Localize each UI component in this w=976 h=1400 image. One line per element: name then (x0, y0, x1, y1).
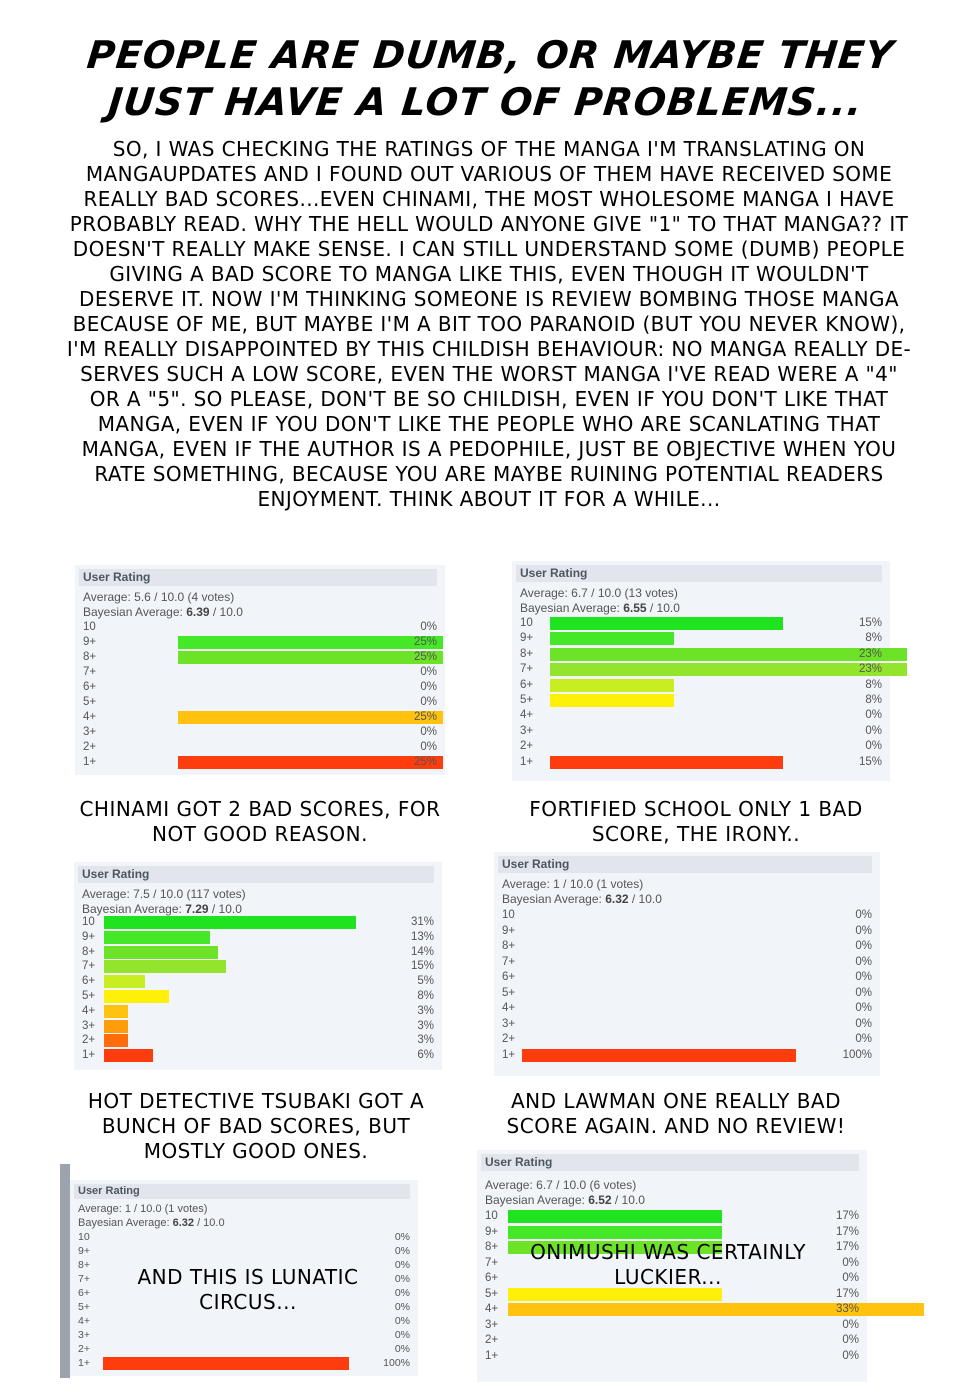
rating-label: 8+ (83, 651, 97, 663)
rating-label: 4+ (520, 709, 534, 722)
rating-row-9plus (78, 1244, 410, 1259)
rating-bar (550, 679, 674, 692)
rating-percent: 3% (417, 1019, 434, 1032)
rating-panel-p3 (74, 862, 442, 1070)
rating-percent: 0% (855, 1002, 872, 1014)
caption-hot-detective-tsubaki: HOT DETECTIVE TSUBAKI GOT A BUNCH OF BAD SCORES, BUT MOSTLY GOOD ONES. (87, 1089, 425, 1163)
panel-heading: User Rating (498, 856, 872, 873)
rating-label: 1+ (78, 1357, 90, 1369)
bayesian-scale: / 10.0 (611, 1193, 645, 1207)
rating-bar (522, 1049, 796, 1062)
rating-label: 5+ (520, 694, 534, 706)
rating-percent: 23% (858, 647, 882, 660)
rating-label: 6+ (502, 971, 516, 983)
average-text: Average: 1 / 10.0 (1 votes) (78, 1203, 208, 1215)
rating-label: 6+ (520, 678, 534, 691)
rating-row-2plus (520, 739, 882, 754)
bayesian-scale: / 10.0 (194, 1217, 225, 1229)
rating-label: 9+ (502, 924, 516, 937)
rating-label: 3+ (82, 1019, 96, 1032)
rating-label: 9+ (83, 636, 97, 648)
rating-label: 2+ (485, 1334, 499, 1346)
rating-percent: 0% (394, 1287, 410, 1299)
rating-row-8plus (83, 650, 437, 665)
rating-label: 7+ (520, 663, 534, 676)
rating-percent: 25% (413, 636, 437, 648)
bayesian-average-text (82, 902, 242, 916)
rating-percent: 0% (855, 986, 872, 999)
rating-percent: 17% (835, 1210, 859, 1222)
rating-row-9plus (520, 631, 882, 646)
rating-label: 5+ (82, 990, 96, 1002)
rating-bar (104, 1034, 128, 1047)
rating-percent: 25% (413, 651, 437, 663)
panel-left-border (60, 1164, 70, 1378)
rating-label: 10 (83, 621, 96, 633)
rating-row-4plus (83, 710, 437, 725)
rating-row-4plus (485, 1302, 859, 1317)
rating-row-1plus (83, 755, 437, 770)
rating-row-4plus (502, 1001, 872, 1016)
bayesian-average-text (83, 605, 243, 619)
rating-bar (104, 946, 218, 959)
rating-row-5plus (82, 989, 434, 1004)
rating-percent: 25% (413, 756, 437, 768)
rating-percent: 0% (420, 741, 437, 753)
rating-label: 9+ (78, 1245, 90, 1257)
rating-percent: 0% (865, 724, 882, 737)
rating-label: 7+ (502, 955, 516, 968)
rating-row-4plus (78, 1314, 410, 1329)
bayesian-average-text (78, 1217, 225, 1230)
rating-label: 5+ (78, 1301, 90, 1313)
rating-row-9plus (82, 930, 434, 945)
rating-label: 3+ (83, 726, 97, 738)
bayesian-scale: / 10.0 (646, 601, 680, 615)
rating-row-3plus (82, 1019, 434, 1034)
rating-label: 3+ (520, 724, 534, 737)
bayesian-scale: / 10.0 (209, 605, 243, 619)
rating-row-9plus (502, 924, 872, 939)
rating-percent: 0% (842, 1256, 859, 1269)
rating-label: 10 (485, 1210, 498, 1222)
rating-label: 1+ (83, 756, 97, 768)
rating-bar (104, 931, 210, 944)
rating-bar (508, 1226, 722, 1239)
intro-paragraph: SO, I WAS CHECKING THE RATINGS OF THE MANGA I'M TRANSLATING ON MANGAUPDATES AND I FOUND OUT VARIOUS OF THEM HAVE RECEIVED SOME REALLY BAD SCORES...EVEN CHINAMI, THE MOST WHOLESOME MANGA I HAVE PROBABLY READ. WHY THE HELL WOULD ANYONE GIVE "1" TO THAT MANGA?? IT DOESN'T REALLY MAKE SENSE. I CAN STILL UNDERSTAND SOME (DUMB) PEOPLE GIVING A BAD SCORE TO MANGA LIKE THIS, EVEN THOUGH IT WOULDN'T DESERVE IT. NOW I'M THINKING SOMEONE IS REVIEW BOMBING THOSE MANGA BECAUSE OF ME, BUT MAYBE I'M A BIT TOO PARANOID (BUT YOU NEVER KNOW), I'M REALLY DISAPPOINTED BY THIS CHILDISH BEHAVIOUR: NO MANGA REALLY DE-SERVES SUCH A LOW SCORE, EVEN THE WORST MANGA I'VE READ WERE A "4" OR A "5". SO PLEASE, DON'T BE SO CHILDISH, EVEN IF YOU DON'T LIKE THAT MANGA, EVEN IF YOU DON'T LIKE THE PEOPLE WHO ARE SCANLATING THAT MANGA, EVEN IF THE AUTHOR IS A PEDOPHILE, JUST BE OBJECTIVE WHEN YOU RATE SOMETHING, BECAUSE YOU ARE MAYBE RUINING POTENTIAL READERS ENJOYMENT. THINK ABOUT IT FOR A WHILE... (66, 137, 912, 511)
rating-bar (103, 1357, 349, 1370)
rating-label: 10 (78, 1231, 90, 1243)
rating-percent: 0% (394, 1315, 410, 1327)
rating-row-6plus (502, 970, 872, 985)
rating-percent: 15% (410, 960, 434, 973)
rating-label: 3+ (502, 1017, 516, 1030)
rating-label: 4+ (485, 1303, 499, 1315)
rating-percent: 0% (394, 1259, 410, 1271)
rating-row-10 (520, 616, 882, 631)
rating-percent: 0% (855, 971, 872, 983)
panel-heading: User Rating (516, 565, 882, 582)
rating-bar (550, 632, 674, 645)
rating-label: 6+ (78, 1287, 90, 1299)
rating-label: 10 (520, 617, 533, 629)
rating-label: 7+ (83, 666, 97, 678)
rating-label: 7+ (82, 960, 96, 973)
rating-label: 1+ (520, 755, 534, 768)
rating-percent: 8% (417, 990, 434, 1002)
rating-row-3plus (520, 724, 882, 739)
rating-row-7plus (520, 662, 882, 677)
rating-percent: 0% (420, 621, 437, 633)
rating-label: 10 (502, 909, 515, 921)
rating-row-6plus (520, 678, 882, 693)
caption-chinami: CHINAMI GOT 2 BAD SCORES, FOR NOT GOOD REASON. (79, 797, 441, 846)
caption-lawman: AND LAWMAN ONE REALLY BAD SCORE AGAIN. AND NO REVIEW! (506, 1089, 846, 1138)
overlay-onimushi: ONIMUSHI WAS CERTAINLY LUCKIER... (530, 1240, 806, 1289)
rating-row-4plus (82, 1004, 434, 1019)
rating-label: 9+ (82, 930, 96, 943)
rating-row-5plus (520, 693, 882, 708)
rating-label: 2+ (78, 1343, 90, 1355)
rating-percent: 0% (842, 1334, 859, 1346)
rating-label: 9+ (520, 632, 534, 645)
rating-label: 4+ (502, 1002, 516, 1014)
rating-label: 7+ (78, 1273, 90, 1285)
rating-label: 8+ (520, 647, 534, 660)
rating-label: 4+ (83, 711, 97, 723)
rating-percent: 14% (410, 945, 434, 958)
panel-heading: User Rating (78, 866, 434, 883)
rating-percent: 0% (394, 1343, 410, 1355)
bayesian-label: Bayesian Average: (83, 605, 187, 619)
rating-bar (508, 1210, 722, 1223)
rating-bar (104, 1005, 128, 1018)
average-text: Average: 6.7 / 10.0 (6 votes) (485, 1178, 637, 1192)
rating-percent: 0% (394, 1231, 410, 1243)
overlay-lunatic-circus: AND THIS IS LUNATIC CIRCUS... (137, 1265, 359, 1314)
rating-percent: 3% (417, 1034, 434, 1047)
rating-percent: 17% (835, 1287, 859, 1300)
rating-percent: 17% (835, 1225, 859, 1238)
bayesian-value: 6.55 (623, 601, 647, 615)
rating-bar (550, 756, 783, 769)
rating-percent: 0% (394, 1329, 410, 1341)
rating-percent: 33% (835, 1303, 859, 1315)
rating-percent: 6% (417, 1049, 434, 1062)
average-text: Average: 6.7 / 10.0 (13 votes) (520, 586, 678, 600)
rating-percent: 13% (410, 930, 434, 943)
rating-bar (104, 1049, 153, 1062)
rating-bar (508, 1303, 924, 1316)
rating-row-6plus (83, 680, 437, 695)
panel-heading: User Rating (79, 569, 437, 586)
bayesian-average-text (502, 892, 662, 906)
bayesian-label: Bayesian Average: (485, 1193, 589, 1207)
rating-panel-p4 (494, 852, 880, 1076)
rating-percent: 3% (417, 1004, 434, 1017)
rating-row-5plus (502, 986, 872, 1001)
rating-percent: 17% (835, 1241, 859, 1253)
rating-row-1plus (78, 1356, 410, 1371)
bayesian-value: 6.32 (172, 1217, 195, 1229)
rating-percent: 100% (842, 1048, 872, 1061)
bayesian-label: Bayesian Average: (78, 1217, 173, 1229)
rating-label: 10 (82, 916, 95, 928)
rating-row-1plus (82, 1048, 434, 1063)
rating-percent: 0% (394, 1273, 410, 1285)
rating-percent: 0% (865, 709, 882, 722)
bayesian-average-text (520, 601, 680, 615)
rating-row-7plus (82, 959, 434, 974)
rating-percent: 0% (420, 666, 437, 678)
rating-percent: 0% (855, 955, 872, 968)
bayesian-average-text (485, 1193, 645, 1207)
rating-label: 8+ (502, 940, 516, 952)
rating-row-6plus (82, 974, 434, 989)
average-text: Average: 1 / 10.0 (1 votes) (502, 877, 644, 891)
rating-label: 9+ (485, 1225, 499, 1238)
bayesian-value: 7.29 (185, 902, 209, 916)
panel-heading: User Rating (74, 1184, 410, 1199)
rating-percent: 31% (410, 916, 434, 928)
rating-row-1plus (520, 755, 882, 770)
rating-row-3plus (485, 1318, 859, 1333)
rating-percent: 0% (394, 1301, 410, 1313)
rating-row-2plus (83, 740, 437, 755)
rating-percent: 23% (858, 663, 882, 676)
rating-label: 2+ (502, 1033, 516, 1045)
rating-percent: 0% (855, 940, 872, 952)
rating-bar (104, 1020, 128, 1033)
average-text: Average: 5.6 / 10.0 (4 votes) (83, 590, 235, 604)
rating-label: 8+ (78, 1259, 90, 1271)
rating-row-1plus (502, 1048, 872, 1063)
rating-label: 6+ (485, 1272, 499, 1284)
rating-label: 5+ (83, 696, 97, 708)
rating-percent: 0% (855, 909, 872, 921)
rating-row-3plus (78, 1328, 410, 1343)
rating-percent: 8% (865, 632, 882, 645)
rating-label: 4+ (78, 1315, 90, 1327)
bayesian-scale: / 10.0 (208, 902, 242, 916)
bayesian-scale: / 10.0 (628, 892, 662, 906)
rating-row-1plus (485, 1349, 859, 1364)
rating-bar (104, 990, 169, 1003)
rating-row-10 (502, 908, 872, 923)
rating-percent: 0% (855, 1033, 872, 1045)
rating-row-10 (83, 620, 437, 635)
rating-label: 2+ (82, 1034, 96, 1047)
rating-label: 5+ (502, 986, 516, 999)
rating-bar (550, 694, 674, 707)
rating-label: 1+ (82, 1049, 96, 1062)
page-title: PEOPLE ARE DUMB, OR MAYBE THEY JUST HAVE A LOT OF PROBLEMS... (84, 33, 897, 124)
caption-fortified-school: FORTIFIED SCHOOL ONLY 1 BAD SCORE, THE IRONY.. (529, 797, 863, 846)
rating-percent: 8% (865, 694, 882, 706)
rating-percent: 0% (842, 1272, 859, 1284)
rating-label: 1+ (502, 1048, 516, 1061)
rating-row-9plus (485, 1225, 859, 1240)
rating-percent: 0% (420, 681, 437, 693)
rating-row-4plus (520, 708, 882, 723)
rating-label: 1+ (485, 1349, 499, 1362)
rating-row-8plus (82, 945, 434, 960)
rating-percent: 25% (413, 711, 437, 723)
rating-row-10 (485, 1209, 859, 1224)
rating-bar (104, 916, 356, 929)
rating-row-7plus (502, 955, 872, 970)
panel-heading: User Rating (481, 1154, 859, 1171)
rating-panel-p1 (75, 565, 445, 775)
rating-percent: 15% (858, 755, 882, 768)
rating-percent: 0% (420, 726, 437, 738)
rating-row-2plus (78, 1342, 410, 1357)
rating-percent: 0% (855, 924, 872, 937)
rating-row-2plus (502, 1032, 872, 1047)
rating-percent: 8% (865, 678, 882, 691)
rating-label: 6+ (82, 975, 96, 988)
rating-row-10 (78, 1230, 410, 1245)
rating-bar (104, 960, 226, 973)
rating-row-3plus (502, 1017, 872, 1032)
rating-label: 2+ (520, 740, 534, 753)
bayesian-label: Bayesian Average: (82, 902, 186, 916)
rating-row-10 (82, 915, 434, 930)
rating-label: 5+ (485, 1287, 499, 1300)
rating-label: 6+ (83, 681, 97, 693)
rating-row-8plus (520, 647, 882, 662)
rating-percent: 0% (420, 696, 437, 708)
rating-bar (550, 617, 783, 630)
rating-row-9plus (83, 635, 437, 650)
rating-row-7plus (83, 665, 437, 680)
rating-label: 8+ (82, 945, 96, 958)
rating-row-5plus (83, 695, 437, 710)
rating-label: 7+ (485, 1256, 499, 1269)
rating-label: 3+ (485, 1318, 499, 1331)
bayesian-value: 6.52 (588, 1193, 612, 1207)
bayesian-value: 6.39 (186, 605, 210, 619)
bayesian-label: Bayesian Average: (520, 601, 624, 615)
rating-percent: 0% (865, 740, 882, 753)
rating-bar (104, 975, 145, 988)
rating-label: 3+ (78, 1329, 90, 1341)
rating-row-8plus (502, 939, 872, 954)
bayesian-label: Bayesian Average: (502, 892, 606, 906)
rating-panel-p2 (512, 561, 890, 781)
rating-percent: 5% (417, 975, 434, 988)
rating-row-3plus (83, 725, 437, 740)
rating-row-2plus (82, 1033, 434, 1048)
rating-percent: 100% (383, 1357, 410, 1369)
rating-row-2plus (485, 1333, 859, 1348)
average-text: Average: 7.5 / 10.0 (117 votes) (82, 887, 246, 901)
rating-percent: 0% (855, 1017, 872, 1030)
rating-label: 4+ (82, 1004, 96, 1017)
rating-label: 8+ (485, 1241, 499, 1253)
rating-percent: 0% (842, 1318, 859, 1331)
rating-percent: 0% (842, 1349, 859, 1362)
rating-label: 2+ (83, 741, 97, 753)
rating-percent: 15% (858, 617, 882, 629)
rating-percent: 0% (394, 1245, 410, 1257)
bayesian-value: 6.32 (605, 892, 629, 906)
